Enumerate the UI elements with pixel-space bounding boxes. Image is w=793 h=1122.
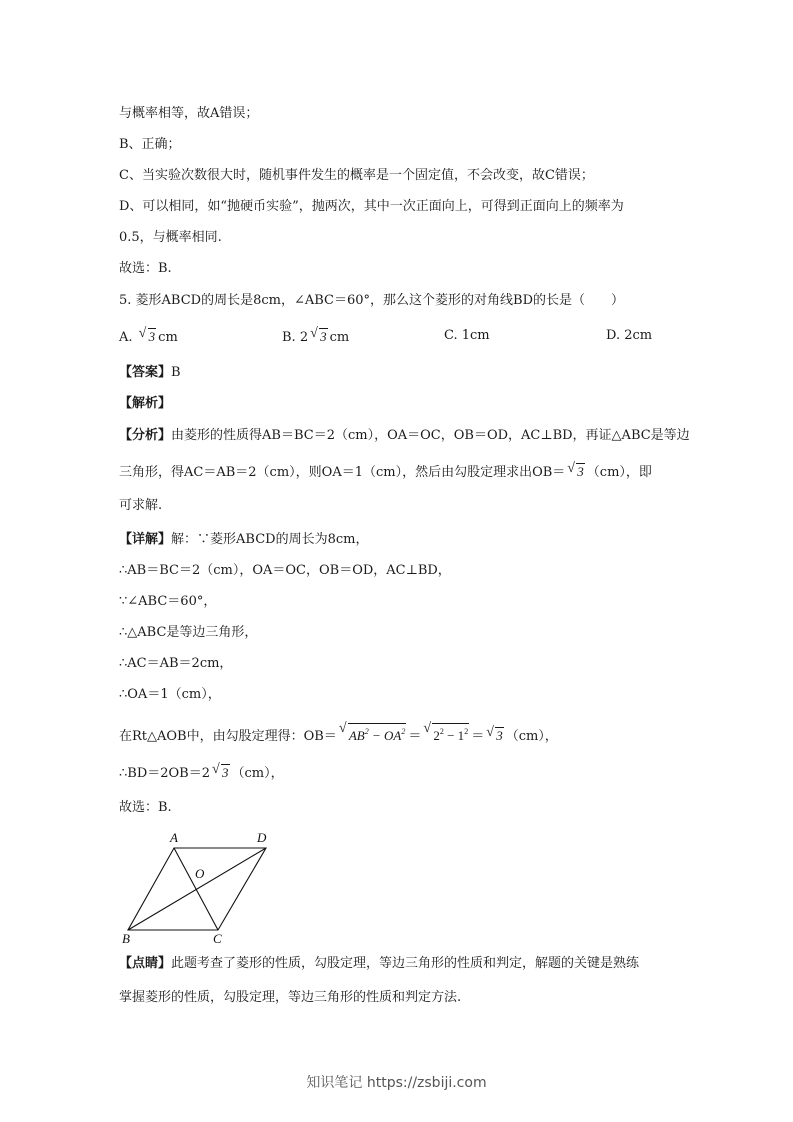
detail-line-4: ∴△ABC是等边三角形， [119,625,258,640]
text-line-2: B、正确； [119,137,181,152]
comment-line-2: 掌握菱形的性质，勾股定理，等边三角形的性质和判定方法. [119,990,462,1005]
answer-line [119,365,181,381]
option-b-sqrt: √ 3 [310,328,328,345]
diagonal-bd [128,848,266,930]
question-5: 5. 菱形ABCD的周长是8cm，∠ABC＝60°，那么这个菱形的对角线BD的长是（ ） [119,293,625,308]
option-a-sqrt: √ 3 [139,328,157,345]
detail-text-8a: ∴BD＝2OB＝2 [119,766,211,781]
comment-line-1 [119,956,639,972]
comment-text-1: 此题考查了菱形的性质，勾股定理，等边三角形的性质和判定，解题的关键是熟练 [171,956,640,971]
option-a-label: A. [119,330,133,345]
detail-line-5: ∴AC＝AB＝2cm， [119,656,233,671]
sqrt-3: √ 3 [486,727,504,744]
label-a: A [170,830,178,845]
fenxi-text-2a: 三角形，得AC＝AB＝2（cm），则OA＝1（cm），然后由勾股定理求出OB＝ [119,465,566,480]
detail-text-7-unit: （cm）， [505,729,558,744]
option-b-unit: cm [329,330,350,345]
detail-line-6: ∴OA＝1（cm）， [119,687,221,702]
detail-text-7a: 在Rt△AOB中，由勾股定理得：OB＝ [119,729,337,744]
detail-line-7 [119,723,558,745]
label-d: D [257,830,267,845]
label-c: C [213,931,222,946]
equals-2: ＝ [471,729,485,744]
option-c: C. 1cm [444,328,490,343]
comment-tag: 【点睛】 [119,956,172,971]
fenxi-tag: 【分析】 [119,428,172,443]
fenxi-text-2b: （cm），即 [586,465,652,480]
option-b-label: B. [282,330,296,345]
text-line-5: 0.5，与概率相同. [119,230,222,245]
detail-sqrt-8: √ 3 [212,764,230,781]
label-o: O [195,866,205,881]
sqrt-2sq-1sq: √ $2^2 - 1^2$ [423,723,469,744]
option-d: D. 2cm [606,328,653,343]
diagonal-ac [174,848,218,930]
equals-1: ＝ [408,729,422,744]
answer-value: B [171,365,181,380]
text-line-3: C、当实验次数很大时，随机事件发生的概率是一个固定值，不会改变，故C错误； [119,168,594,183]
sqrt-ab2-oa2: √ $AB^2 - OA^2$ [339,723,407,744]
detail-text-1: 解：∵菱形ABCD的周长为8cm， [171,532,369,547]
text-line-4: D、可以相同，如“抛硬币实验”，抛两次，其中一次正面向上，可得到正面向上的频率为 [119,199,624,214]
fenxi-text-1: 由菱形的性质得AB＝BC＝2（cm），OA＝OC，OB＝OD，AC⊥BD，再证△ABC是等边 [171,428,690,443]
answer-tag: 【答案】 [119,365,172,380]
option-b [282,328,349,346]
detail-line-3: ∵∠ABC＝60°， [119,594,217,609]
rhombus-figure [118,826,283,946]
option-a-unit: cm [158,330,178,345]
fenxi-line-3: 可求解. [119,498,163,513]
detail-tag: 【详解】 [119,532,172,547]
detail-line-9: 故选：B. [119,800,172,815]
detail-text-8b: （cm）， [231,766,284,781]
option-b-coef: 2 [299,330,309,345]
fenxi-line-1 [119,428,690,444]
footer-watermark: 知识笔记 https://zsbiji.com [306,1075,487,1091]
detail-line-2: ∴AB＝BC＝2（cm），OA＝OC，OB＝OD，AC⊥BD， [119,563,451,578]
text-line-1: 与概率相等，故A错误； [119,106,259,121]
fenxi-line-2 [119,463,652,481]
label-b: B [122,931,130,946]
analysis-tag: 【解析】 [119,396,172,411]
text-line-6: 故选：B. [119,261,172,276]
detail-line-1 [119,532,368,548]
fenxi-sqrt: √ 3 [567,463,585,480]
option-a [119,328,178,346]
detail-line-8 [119,764,284,782]
